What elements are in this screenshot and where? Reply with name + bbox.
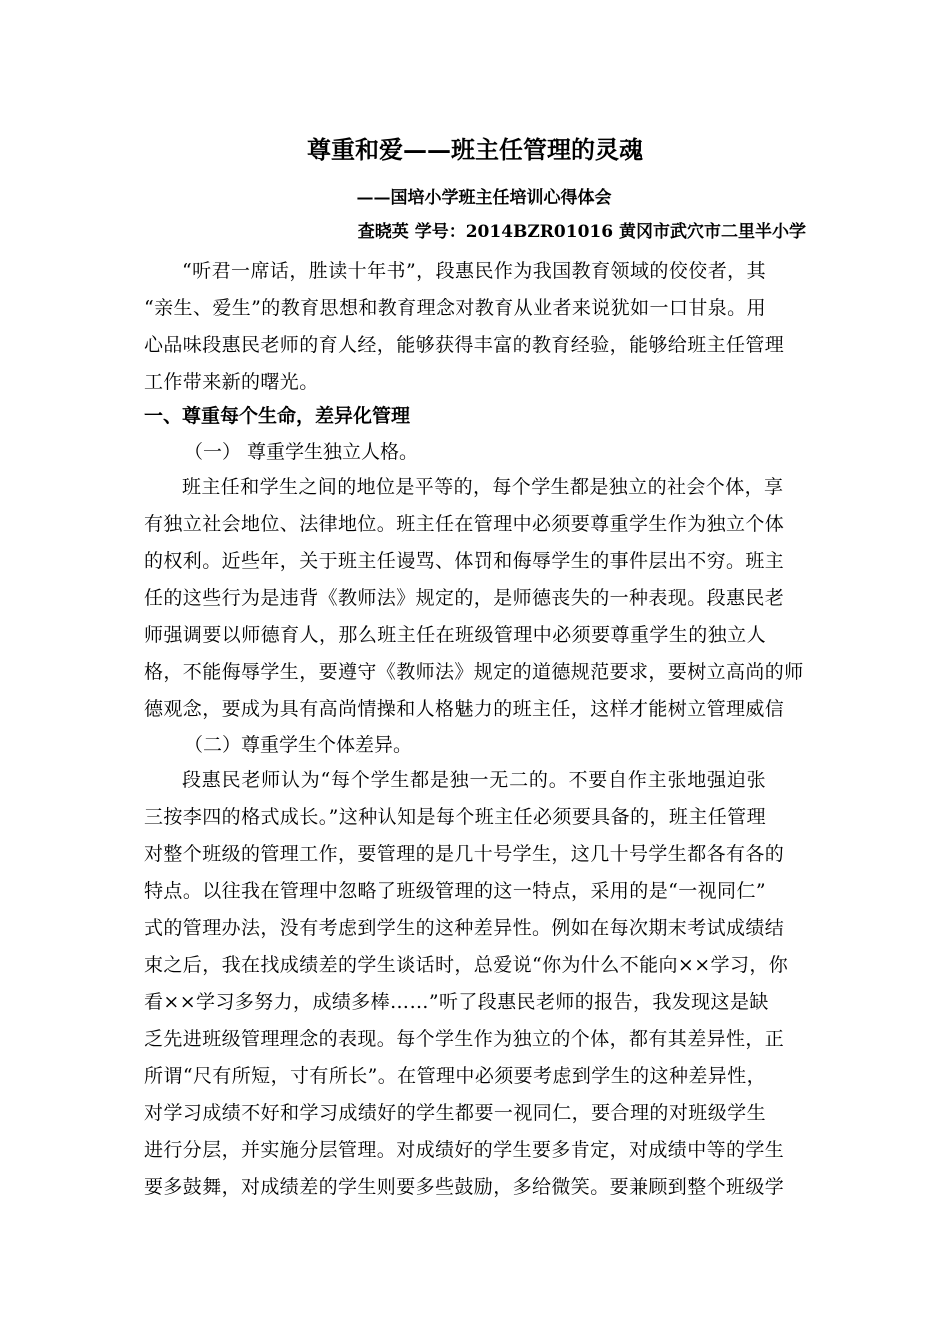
paragraph-line: 德观念，要成为具有高尚情操和人格魅力的班主任，这样才能树立管理威信	[144, 698, 785, 720]
paragraph-line: 班主任和学生之间的地位是平等的，每个学生都是独立的社会个体，享	[182, 476, 784, 498]
paragraph-line: 特点。以往我在管理中忽略了班级管理的这一特点，采用的是“一视同仁”	[144, 880, 766, 902]
paragraph-line: 三按李四的格式成长。”这种认知是每个班主任必须要具备的，班主任管理	[144, 806, 766, 828]
intro-line: “亲生、爱生”的教育思想和教育理念对教育从业者来说犹如一口甘泉。用	[144, 297, 766, 319]
paragraph-line: 进行分层，并实施分层管理。对成绩好的学生要多肯定，对成绩中等的学生	[144, 1139, 785, 1161]
document-subtitle: ——国培小学班主任培训心得体会	[356, 188, 612, 208]
author-line: 查晓英 学号：2014BZR01016 黄冈市武穴市二里半小学	[357, 222, 806, 242]
section-heading: 一、尊重每个生命，差异化管理	[144, 405, 411, 427]
intro-line: 心品味段惠民老师的育人经，能够获得丰富的教育经验，能够给班主任管理	[144, 334, 785, 356]
paragraph-line: 乏先进班级管理理念的表现。每个学生作为独立的个体，都有其差异性，正	[144, 1028, 785, 1050]
paragraph-line: 师强调要以师德育人，那么班主任在班级管理中必须要尊重学生的独立人	[144, 624, 766, 646]
paragraph-line: 格，不能侮辱学生，要遵守《教师法》规定的道德规范要求，要树立高尚的师	[144, 661, 804, 683]
paragraph-line: 任的这些行为是违背《教师法》规定的，是师德丧失的一种表现。段惠民老	[144, 587, 785, 609]
document-title: 尊重和爱——班主任管理的灵魂	[307, 135, 643, 164]
paragraph-line: 有独立社会地位、法律地位。班主任在管理中必须要尊重学生作为独立个体	[144, 513, 785, 535]
paragraph-line: 式的管理办法，没有考虑到学生的这种差异性。例如在每次期末考试成绩结	[144, 917, 785, 939]
intro-line: “听君一席话，胜读十年书”，段惠民作为我国教育领域的佼佼者，其	[182, 260, 766, 282]
intro-line: 工作带来新的曙光。	[144, 371, 319, 393]
paragraph-line: 的权利。近些年，关于班主任谩骂、体罚和侮辱学生的事件层出不穷。班主	[144, 550, 785, 572]
paragraph-line: 段惠民老师认为“每个学生都是独一无二的。不要自作主张地强迫张	[182, 769, 766, 791]
paragraph-line: 对学习成绩不好和学习成绩好的学生都要一视同仁，要合理的对班级学生	[144, 1102, 766, 1124]
paragraph-line: 束之后，我在找成绩差的学生谈话时，总爱说“你为什么不能向××学习，你	[144, 954, 789, 976]
paragraph-line: 要多鼓舞，对成绩差的学生则要多些鼓励，多给微笑。要兼顾到整个班级学	[144, 1176, 785, 1198]
paragraph-line: 看××学习多努力，成绩多棒……”听了段惠民老师的报告，我发现这是缺	[144, 991, 769, 1013]
subsection-heading: （一） 尊重学生独立人格。	[184, 441, 419, 463]
subsection-heading: （二）尊重学生个体差异。	[184, 734, 413, 756]
paragraph-line: 对整个班级的管理工作，要管理的是几十号学生，这几十号学生都各有各的	[144, 843, 785, 865]
paragraph-line: 所谓“尺有所短，寸有所长”。在管理中必须要考虑到学生的这种差异性，	[144, 1065, 766, 1087]
